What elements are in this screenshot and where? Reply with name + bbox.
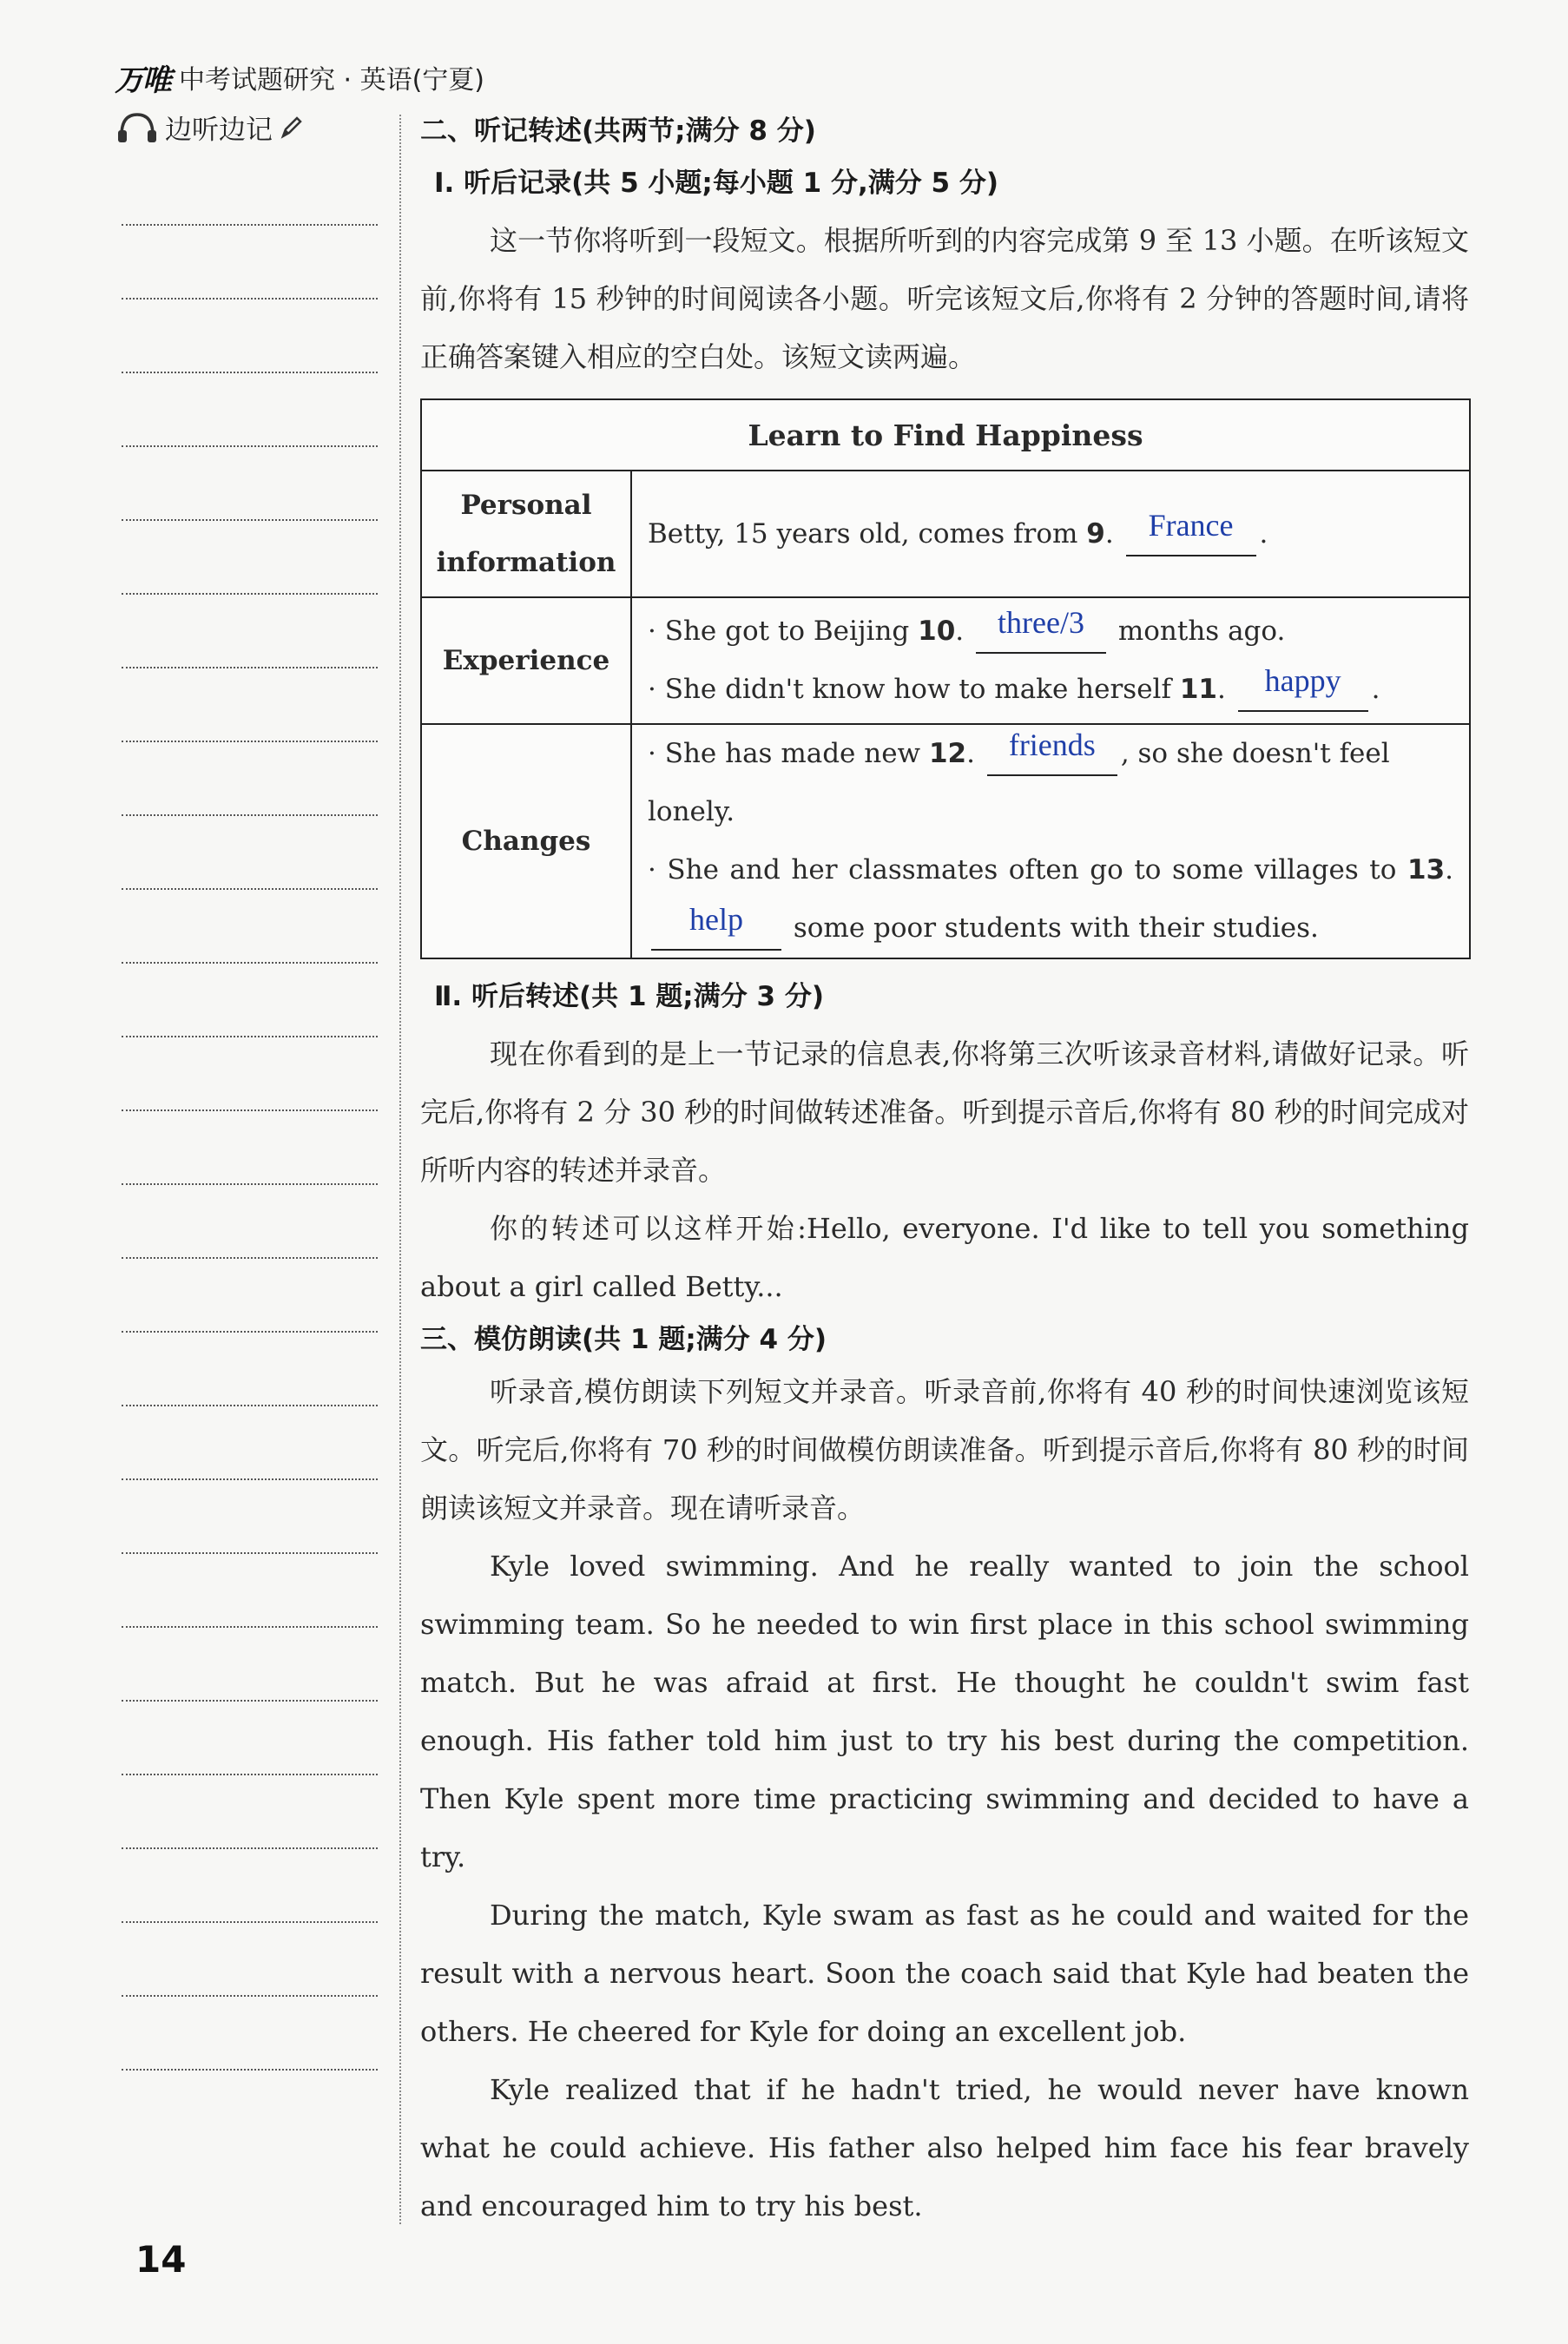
- answer-blank-10[interactable]: [976, 605, 1106, 654]
- note-line: [122, 445, 378, 447]
- cell-text: · She didn't know how to make herself: [648, 674, 1171, 705]
- note-line: [122, 888, 378, 890]
- answer-text: friends: [1008, 728, 1096, 762]
- cell-text: .: [1371, 674, 1380, 705]
- main-content: [420, 108, 1469, 2235]
- question-number: 11: [1179, 674, 1217, 705]
- note-line: [122, 1331, 378, 1333]
- note-line: [122, 1183, 378, 1185]
- note-line: [122, 1405, 378, 1406]
- part-1-instructions: 这一节你将听到一段短文。根据所听到的内容完成第 9 至 13 小题。在听该短文前,你将有 15 秒钟的时间阅读各小题。听完该短文后,你将有 2 分钟的答题时间,请将正确答案键入相应的空白处。该短文读两遍。: [420, 224, 1469, 373]
- info-table: [420, 398, 1471, 959]
- cell-text: · She and her classmates often go to some villages to: [648, 854, 1397, 886]
- cell-text: · She got to Beijing: [648, 616, 910, 647]
- section-3-title: 三、模仿朗读(共 1 题;满分 4 分): [420, 1324, 827, 1355]
- note-line: [122, 1478, 378, 1480]
- row-header-personal: Personal information: [421, 471, 631, 597]
- table-cell-changes: [631, 724, 1470, 958]
- headphones-icon: [115, 109, 160, 144]
- note-line: [122, 1921, 378, 1923]
- passage-paragraph: During the match, Kyle swam as fast as he could and waited for the result with a nervous heart. Soon the coach said that Kyle had beaten the others. He cheered for Kyle for doing an excellent job.: [420, 1899, 1469, 2048]
- page-number: 14: [135, 2238, 187, 2281]
- answer-text: France: [1148, 507, 1234, 543]
- note-line: [122, 298, 378, 300]
- note-line: [122, 667, 378, 668]
- answer-blank-9[interactable]: [1126, 507, 1256, 556]
- book-title: 中考试题研究 · 英语(宁夏): [179, 65, 485, 95]
- section-2-title: 二、听记转述(共两节;满分 8 分): [420, 115, 816, 147]
- note-line: [122, 372, 378, 373]
- question-number: 13: [1407, 854, 1446, 886]
- note-line: [122, 1995, 378, 1997]
- table-caption: Learn to Find Happiness: [421, 399, 1470, 471]
- row-header-experience: Experience: [421, 597, 631, 724]
- question-number: 10: [918, 616, 956, 647]
- answer-blank-13[interactable]: [651, 902, 781, 951]
- note-line: [122, 1700, 378, 1702]
- section-3-instructions: 听录音,模仿朗读下列短文并录音。听录音前,你将有 40 秒的时间快速浏览该短文。听完后,你将有 70 秒的时间做模仿朗读准备。听到提示音后,你将有 80 秒的时间朗读该短文并录音。现在请听录音。: [420, 1375, 1469, 1524]
- column-divider: [399, 115, 401, 2224]
- cell-text: Betty, 15 years old, comes from: [648, 517, 1078, 550]
- table-cell-experience: [631, 597, 1470, 724]
- table-cell-personal: Betty, 15 years old, comes from 9. France .: [631, 471, 1470, 597]
- note-line: [122, 1257, 378, 1259]
- note-line: [122, 1109, 378, 1111]
- cell-text: .: [1259, 517, 1268, 550]
- passage-paragraph: Kyle loved swimming. And he really wanted to join the school swimming team. So he needed to win first place in this school swimming match. But he was afraid at first. He thought he couldn't swim fast enough. His father told him just to try his best during the competition. Then Kyle spent more time practicing swimming and decided to have a try.: [420, 1550, 1469, 1873]
- table-line: · She didn't know how to make herself 11. happy .: [648, 661, 1453, 719]
- pencil-icon: [278, 114, 304, 140]
- retell-starter: 你的转述可以这样开始:Hello, everyone. I'd like to tell you something about a girl called Betty...: [420, 1212, 1469, 1303]
- note-line: [122, 593, 378, 595]
- answer-blank-11[interactable]: [1238, 663, 1368, 712]
- note-line: [122, 1847, 378, 1849]
- table-line: · She got to Beijing 10. three/3 months ago.: [648, 602, 1453, 661]
- note-line: [122, 814, 378, 816]
- answer-text: three/3: [998, 605, 1084, 640]
- row-header-changes: Changes: [421, 724, 631, 958]
- part-2-instructions: 现在你看到的是上一节记录的信息表,你将第三次听该录音材料,请做好记录。听完后,你将有 2 分 30 秒的时间做转述准备。听到提示音后,你将有 80 秒的时间完成对所听内容的转述并录音。: [420, 1037, 1469, 1187]
- brand-logo: 万唯: [115, 63, 170, 98]
- note-line: [122, 741, 378, 742]
- note-line: [122, 2069, 378, 2071]
- note-line: [122, 224, 378, 226]
- cell-text: some poor students with their studies.: [793, 912, 1319, 944]
- part-1-title: Ⅰ. 听后记录(共 5 小题;每小题 1 分,满分 5 分): [434, 168, 999, 199]
- note-line: [122, 1626, 378, 1628]
- part-2-title: Ⅱ. 听后转述(共 1 题;满分 3 分): [434, 981, 825, 1012]
- note-line: [122, 1774, 378, 1775]
- answer-blank-12[interactable]: [987, 728, 1117, 776]
- note-line: [122, 519, 378, 521]
- answer-text: happy: [1264, 663, 1341, 698]
- note-line: [122, 1036, 378, 1037]
- note-line: [122, 1552, 378, 1554]
- page-header: [115, 56, 484, 99]
- passage-paragraph: Kyle realized that if he hadn't tried, he would never have known what he could achieve. His father also helped him face his fear bravely and encouraged him to try his best.: [420, 2073, 1469, 2222]
- cell-text: , so she doesn't feel lonely.: [648, 738, 1390, 827]
- notes-sidebar: [115, 102, 379, 151]
- question-number: 9: [1086, 517, 1105, 550]
- table-line: · She and her classmates often go to some villages to 13. help some poor students with their studies.: [648, 841, 1453, 958]
- sidebar-label: 边听边记: [165, 114, 273, 146]
- table-line: · She has made new 12. friends , so she doesn't feel lonely.: [648, 728, 1390, 827]
- sidebar-header: [115, 102, 379, 151]
- cell-text: months ago.: [1117, 616, 1286, 647]
- answer-text: help: [689, 902, 743, 937]
- question-number: 12: [928, 738, 967, 769]
- cell-text: · She has made new: [648, 738, 921, 769]
- note-line: [122, 962, 378, 964]
